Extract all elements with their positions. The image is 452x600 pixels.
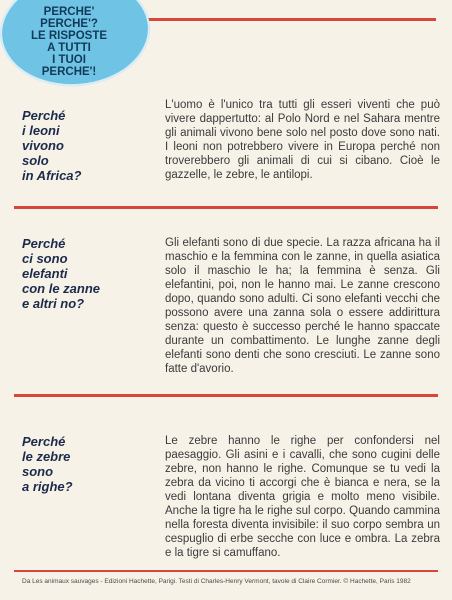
question-line: elefanti [22, 266, 68, 281]
badge-line: LE RISPOSTE [30, 30, 108, 42]
badge-line: PERCHE' [43, 6, 95, 18]
badge-line: A TUTTI [47, 42, 91, 54]
question-line: a righe? [22, 479, 73, 494]
answer-lions: L'uomo è l'unico tra tutti gli esseri viventi che può vivere dappertutto: al Polo Nord e nel Sahara mentre gli animali vivono bene solo nel posto dove sono nati. I leoni non potrebbero vivere in Europa perché non troverebbero gli animali di cui si cibano. Cioè le gazzelle, le zebre, le antilopi. [165, 99, 440, 181]
footer-divider [14, 570, 438, 572]
section-divider [14, 394, 438, 397]
question-line: Perché [22, 434, 66, 449]
section-divider [14, 206, 438, 209]
question-line: solo [22, 153, 49, 168]
top-rule [120, 18, 436, 21]
question-line: Perché [22, 108, 66, 123]
question-line: le zebre [22, 449, 71, 464]
question-zebras [22, 434, 142, 494]
question-elephants [22, 236, 142, 311]
badge-title [8, 6, 130, 78]
question-line: ci sono [22, 251, 68, 266]
question-line: in Africa? [22, 168, 82, 183]
question-line: i leoni [22, 123, 60, 138]
question-line: e altri no? [22, 296, 85, 311]
answer-elephants: Gli elefanti sono di due specie. La razza africana ha il maschio e la femmina con le zanne, in quella asiatica solo il maschio le ha; la femmina è senza. Gli elefantini, poi, non le hanno mai. Le zanne crescono dopo, quando sono adulti. Ci sono elefanti vecchi che possono avere una zanna sola o essere addirittura senza: questo è successo perché le hanno spaccate durante un combattimento. Le lunghe zanne degli elefanti sono denti che sono cresciuti. Le zanne sono fatte d'avorio. [165, 237, 440, 375]
question-lions [22, 108, 142, 183]
question-line: sono [22, 464, 54, 479]
question-line: con le zanne [22, 281, 101, 296]
badge-line: PERCHE'? [40, 18, 98, 30]
badge-line: PERCHE'! [41, 66, 97, 78]
question-line: Perché [22, 236, 66, 251]
question-line: vivono [22, 138, 64, 153]
answer-zebras: Le zebre hanno le righe per confondersi nel paesaggio. Gli asini e i cavalli, che sono cugini delle zebre, non hanno le righe. Comunque se tu vedi la zebra da vicino ti accorgi che è bianca e nera, se la vedi lontana diventa grigia e molto meno visibile. Anche la tigre ha le righe sul corpo. Quando cammina nella foresta diventa invisibile: il suo corpo sembra un cespuglio di erbe secche con luce e ombra. La zebra e la tigre si camuffano. [165, 435, 440, 559]
credit-line: Da Les animaux sauvages - Edizioni Hachette, Parigi. Testi di Charles-Henry Vermont, tavole di Claire Cormier. © Hachette, Paris 1982 [22, 578, 411, 585]
badge-line: I TUOI [52, 54, 86, 66]
